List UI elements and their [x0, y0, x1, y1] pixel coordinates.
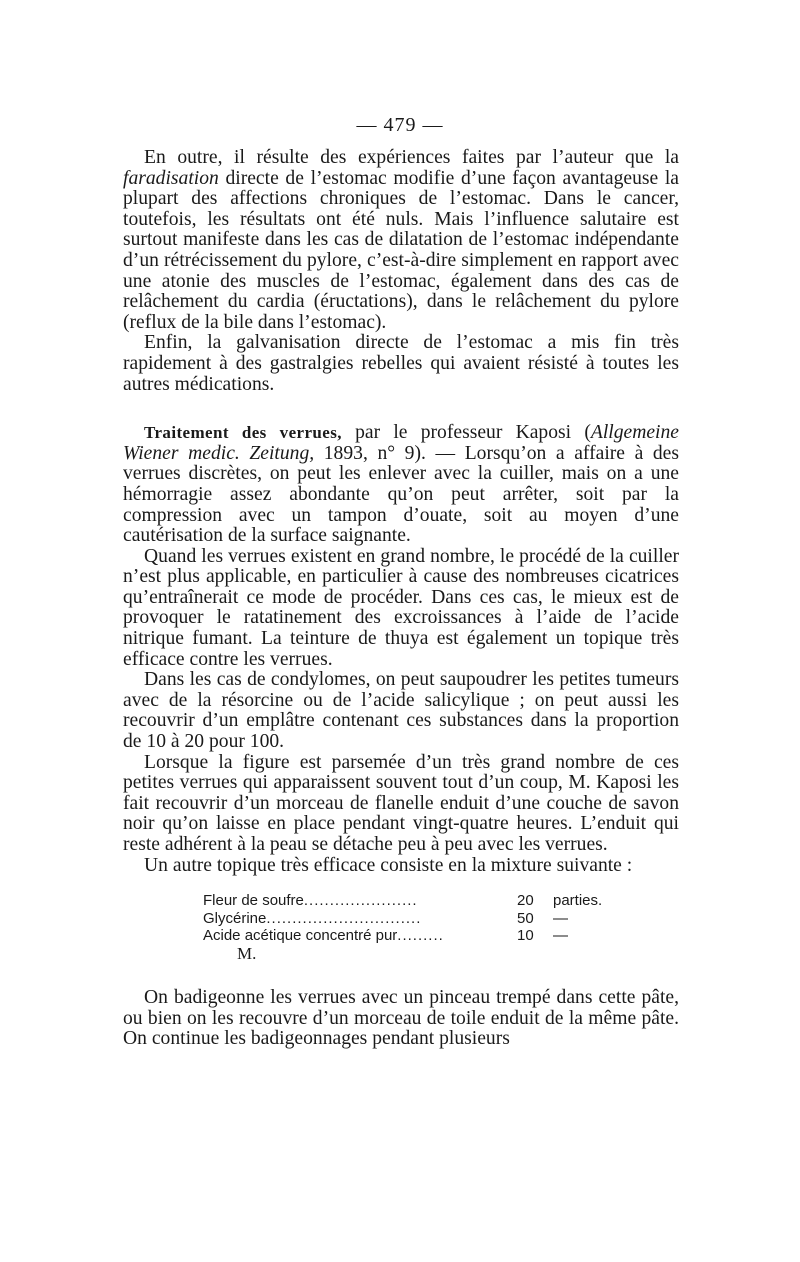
- italic-term: faradisation: [123, 167, 219, 189]
- formula-row: [203, 892, 679, 910]
- ingredient-name: Glycérine: [203, 909, 267, 927]
- ingredient-quantity: 50: [517, 909, 534, 927]
- text-run: directe de l’estomac modifie d’une façon avantageuse la plupart des affections chroniques de l’estomac. Dans le cancer, toutefois, les résultats ont été nuls. Mais l’influence salutaire est surtout manifeste dans les cas de dilatation de l’estomac indépendante d’un rétrécissement du pylore, c’est-à-dire simplement en rapport avec une atonie des muscles de l’estomac, également dans des cas de relâchement du cardia (éructations), dans le relâchement du pylore (reflux de la bile dans l’estomac).: [123, 167, 679, 333]
- journal-citation: Allgemeine Wiener medic. Zeitung,: [123, 422, 679, 464]
- ingredient-name: Acide acétique concentré pur: [203, 927, 398, 945]
- ingredient-quantity: 20: [517, 892, 534, 910]
- formula-signature: M.: [237, 943, 257, 963]
- paragraph-faradisation: [123, 148, 679, 333]
- paragraph-figure: Lorsque la figure est parsemée d’un très grand nombre de ces petites verrues qui apparaissent souvent tout d’un coup, M. Kaposi les fait recouvrir d’un morceau de flanelle enduit d’une couche de savon noir qu’on laisse en place pendant vingt-quatre heures. L’enduit qui reste adhérent à la peau se détache peu à peu avec les verrues.: [123, 751, 679, 855]
- leader-dots: ..............................: [266, 909, 422, 927]
- paragraph-mixture-intro: Un autre topique très efficace consiste en la mixture suivante :: [144, 854, 633, 876]
- text-run: 1893, n° 9). — Lorsqu’on a affaire à des verrues discrètes, on peut les enlever avec la cuiller, mais on a une hémorragie assez abondante qu’on peut arrêter, soit par la compression avec un tampon d’ouate, soit au moyen d’une cautérisation de la surface saignante.: [123, 442, 679, 547]
- page-number: — 479 —: [356, 114, 444, 136]
- section-heading: Traitement des verrues,: [144, 423, 342, 443]
- paragraph-verrues-intro: [123, 423, 679, 547]
- formula-row: [203, 927, 679, 945]
- prescription-formula: [203, 892, 679, 962]
- paragraph-condylomes: Dans les cas de condylomes, on peut saupoudrer les petites tumeurs avec de la résorcine ou de l’acide salicylique ; on peut aussi les recouvrir d’un emplâtre contenant ces substances dans la proportion de 10 à 20 pour 100.: [123, 669, 679, 753]
- formula-row: [203, 910, 679, 928]
- text-run: En outre, il résulte des expériences faites par l’auteur que la: [144, 147, 679, 168]
- ingredient-quantity: 10: [517, 927, 534, 945]
- text-run: par le professeur Kaposi (: [341, 422, 591, 444]
- page-body: [123, 148, 679, 1050]
- ingredient-name: Fleur de soufre: [203, 892, 304, 910]
- paragraph-badigeonne: On badigeonne les verrues avec un pinceau trempé dans cette pâte, ou bien on les recouvre d’un morceau de toile enduit de la même pâte. On continue les badigeonnages pendant plusieurs: [123, 987, 679, 1050]
- ingredient-unit: parties.: [553, 892, 603, 910]
- ingredient-unit: —: [553, 909, 568, 927]
- paragraph-nombre: Quand les verrues existent en grand nombre, le procédé de la cuiller n’est plus applicable, en particulier à cause des nombreuses cicatrices qu’entraînerait ce mode de procéder. Dans ces cas, le mieux est de provoquer le ratatinement des excroissances à l’aide de l’acide nitrique fumant. La teinture de thuya est également un topique très efficace contre les verrues.: [123, 545, 679, 670]
- leader-dots: .........: [397, 927, 444, 945]
- paragraph-galvanisation: Enfin, la galvanisation directe de l’estomac a mis fin très rapidement à des gastralgies rebelles qui avaient résisté à toutes les autres médications.: [123, 332, 679, 395]
- ingredient-unit: —: [553, 927, 568, 945]
- leader-dots: ......................: [303, 892, 418, 910]
